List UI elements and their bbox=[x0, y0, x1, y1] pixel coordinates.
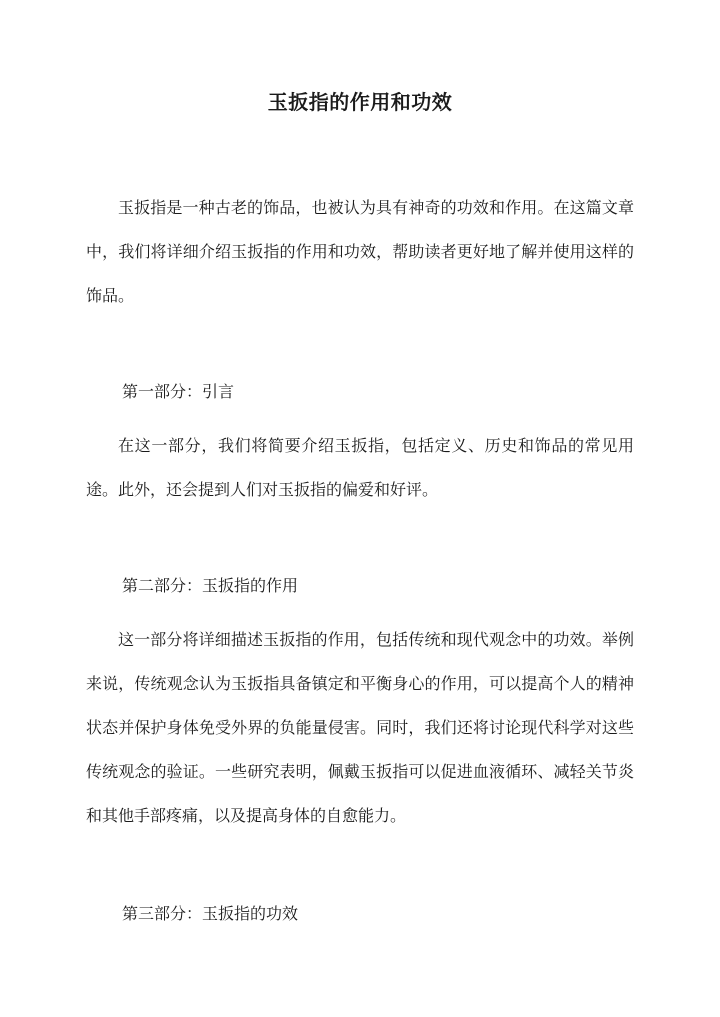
intro-paragraph: 玉扳指是一种古老的饰品，也被认为具有神奇的功效和作用。在这篇文章中，我们将详细介绍玉扳指的作用和功效，帮助读者更好地了解并使用这样的饰品。 bbox=[86, 198, 634, 305]
section-2-heading: 第二部分：玉扳指的作用 bbox=[122, 576, 299, 595]
section-1-paragraph: 在这一部分，我们将简要介绍玉扳指，包括定义、历史和饰品的常见用途。此外，还会提到人们对玉扳指的偏爱和好评。 bbox=[86, 436, 634, 499]
section-1-heading: 第一部分：引言 bbox=[122, 382, 235, 401]
section-2-paragraph: 这一部分将详细描述玉扳指的作用，包括传统和现代观念中的功效。举例来说，传统观念认为玉扳指具备镇定和平衡身心的作用，可以提高个人的精神状态并保护身体免受外界的负能量侵害。同时，我们还将讨论现代科学对这些传统观念的验证。一些研究表明，佩戴玉扳指可以促进血液循环、减轻关节炎和其他手部疼痛，以及提高身体的自愈能力。 bbox=[86, 630, 634, 825]
section-3-heading: 第三部分：玉扳指的功效 bbox=[122, 904, 299, 923]
document-title: 玉扳指的作用和功效 bbox=[267, 90, 453, 114]
